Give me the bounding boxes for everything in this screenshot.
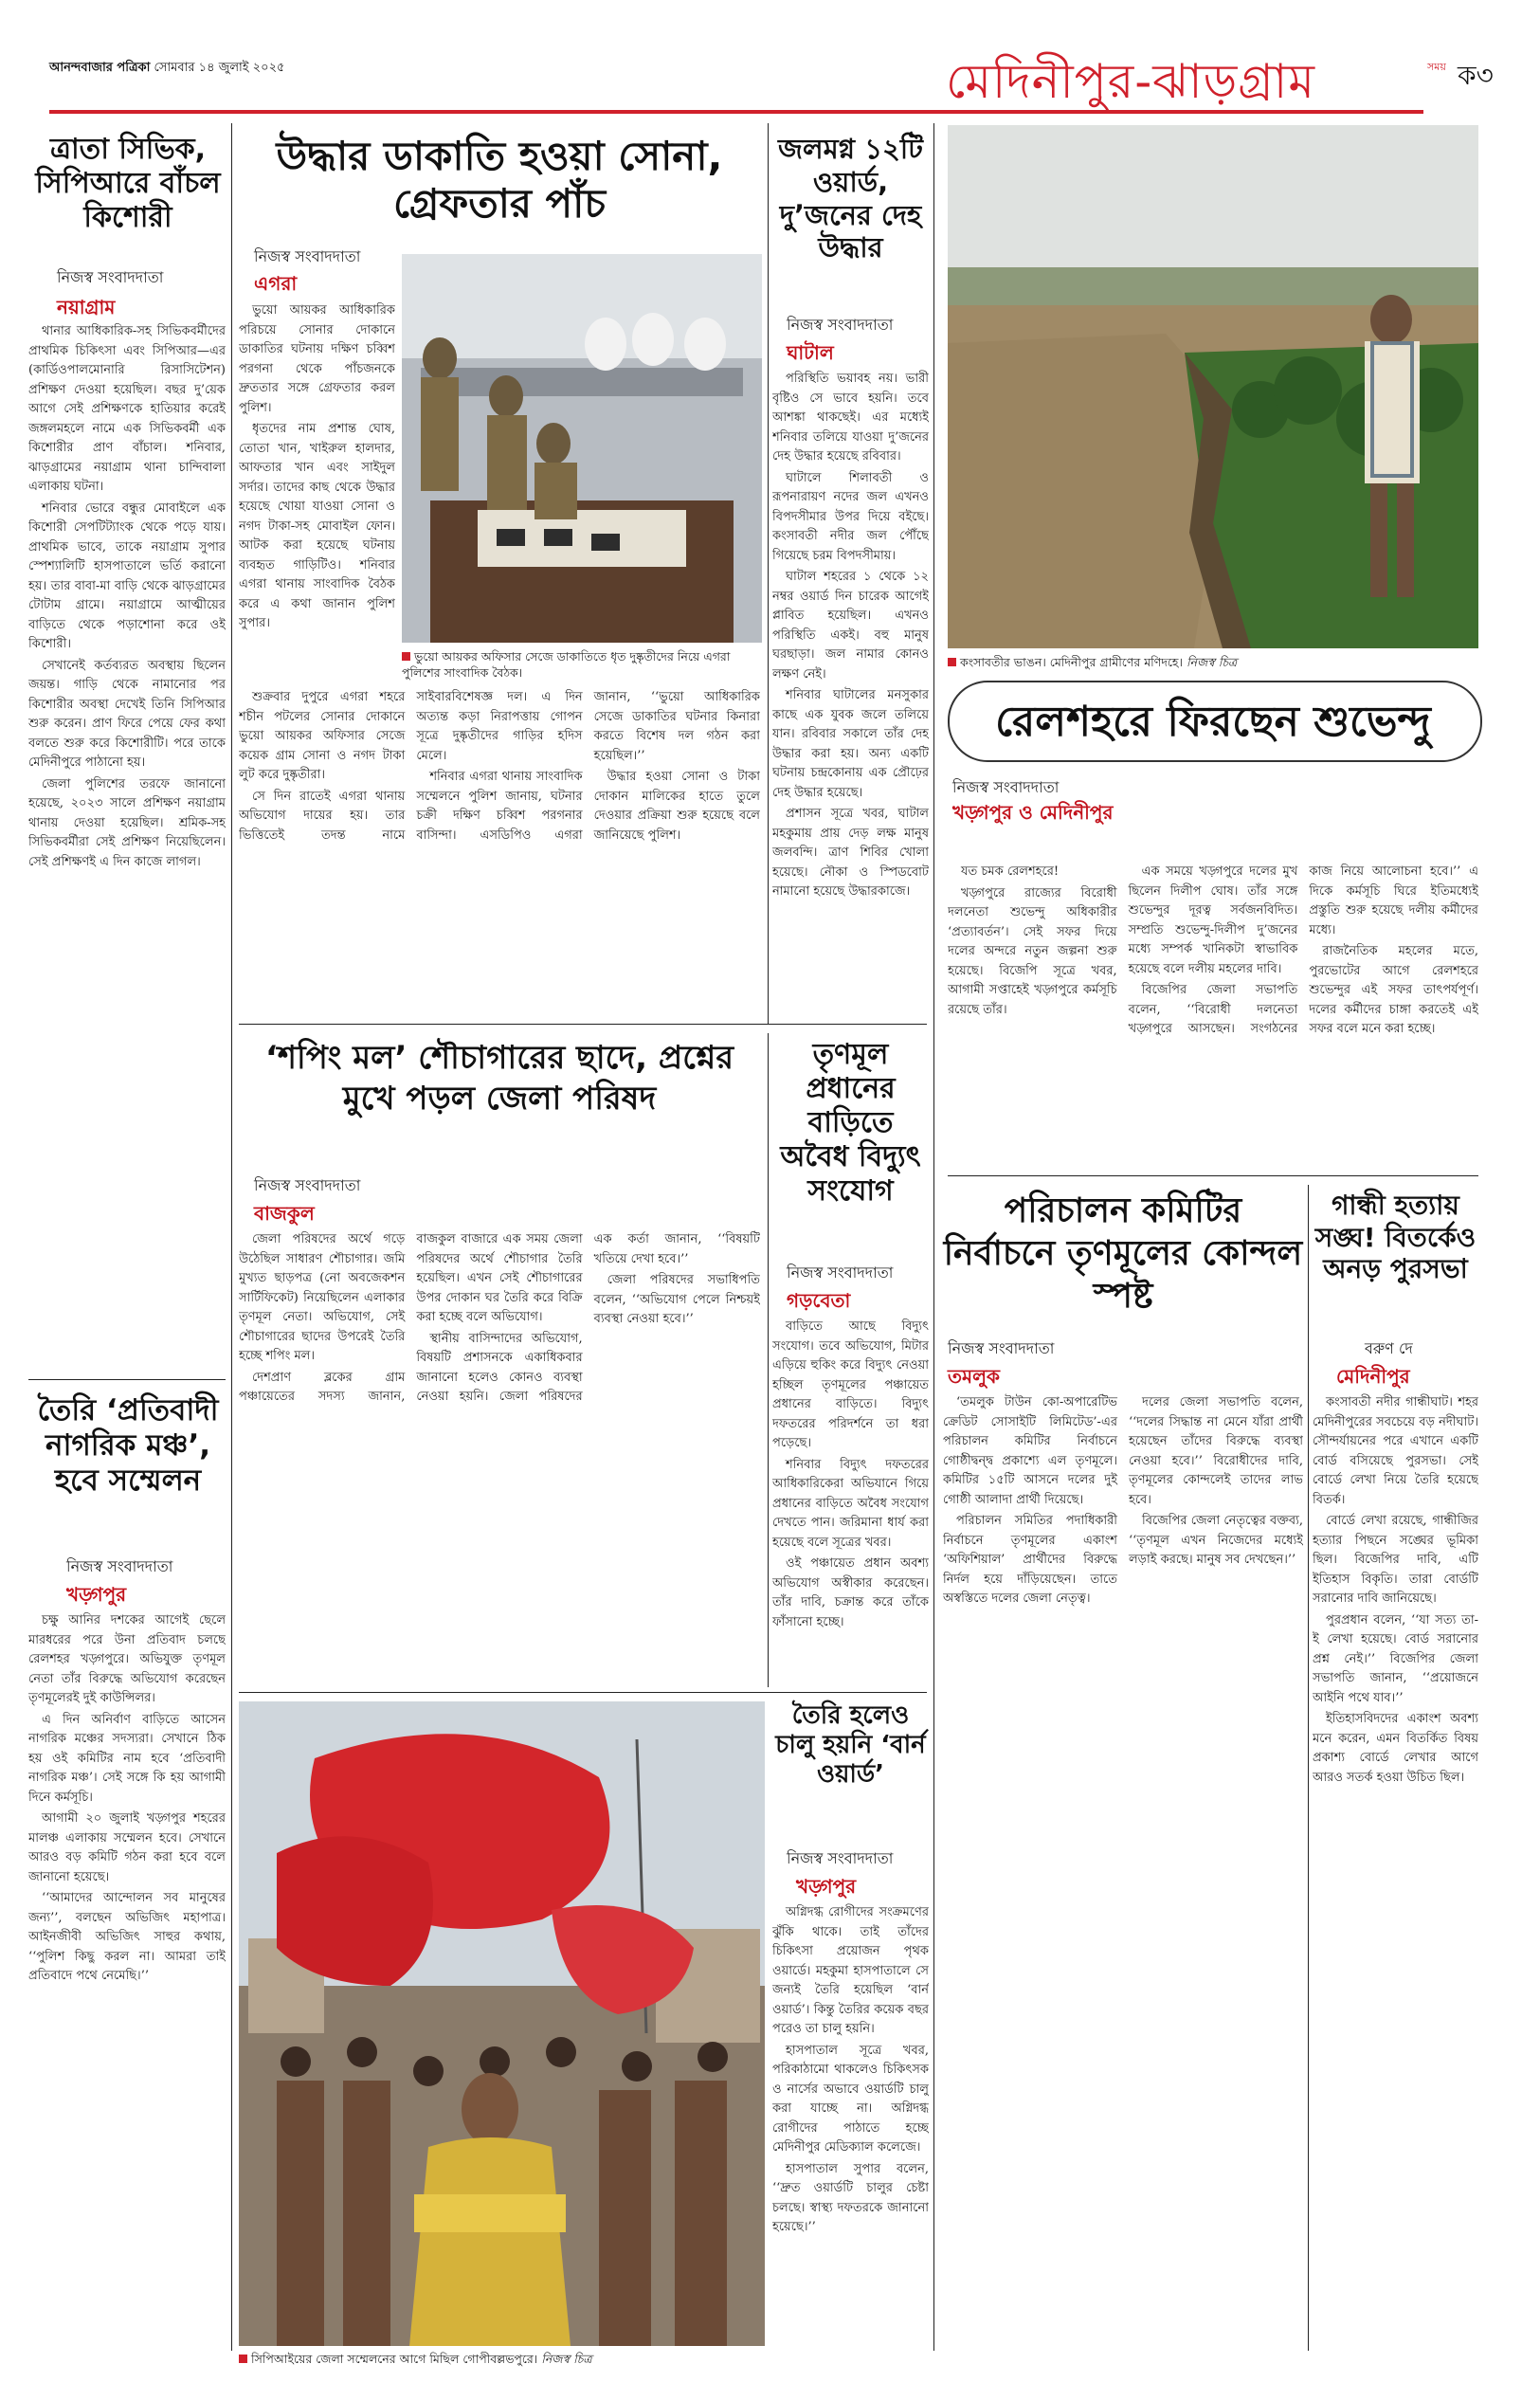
- article-intro: [239, 301, 395, 728]
- article-body: [772, 370, 929, 1014]
- column-rule: [933, 123, 934, 2351]
- paragraph: এ দিন অনির্বাণ বাড়িতে আসেন নাগরিক মঞ্চের সদস্যরা। সেখানে ঠিক হয় ওই কমিটির নাম হবে ‘প্রতিবাদী নাগরিক মঞ্চ’। সেই সঙ্গে কি হয় আগামী দিনে কর্মসূচি।: [28, 1712, 226, 1805]
- paragraph: হাসপাতাল সুপার বলেন, ‘‘দ্রুত ওয়ার্ডটি চালুর চেষ্টা চলছে। স্বাস্থ্য দফতরকে জানানো হয়েছে।’’: [772, 2161, 929, 2234]
- paragraph: বিজেপির জেলা সভাপতি বলেন, ‘‘বিরোধী দলনেতা খড়্গপুরে আসছেন। সংগঠনের কাজ নিয়ে আলোচনা হবে।’’ এ দিকে কর্মসূচি ঘিরে ইতিমধ্যেই প্রস্তুতি শুরু হয়েছে দলীয় কর্মীদের মধ্যে।: [1128, 864, 1478, 1036]
- dateline-place: খড়্গপুর ও মেদিনীপুর: [952, 801, 1114, 824]
- byline: বরুণ দে: [1365, 1339, 1413, 1357]
- paragraph: বাড়িতে আছে বিদ্যুৎ সংযোগ। তবে অভিযোগ, মিটার এড়িয়ে হুকিং করে বিদ্যুৎ নেওয়া হচ্ছিল তৃণমূলের পঞ্চায়েত প্রধানের বাড়িতে। বিদ্যুৎ দফতরের পরিদর্শনে তা ধরা পড়েছে।: [772, 1319, 929, 1450]
- article-body: [28, 1611, 226, 2360]
- dateline-place: তমলুক: [948, 1365, 1001, 1388]
- paragraph: জেলা পরিষদের সভাধিপতি বলেন, ‘‘অভিযোগ পেলে নিশ্চয়ই ব্যবস্থা নেওয়া হবে।’’: [593, 1273, 760, 1326]
- byline: নিজস্ব সংবাদদাতা: [254, 247, 361, 265]
- byline: নিজস্ব সংবাদদাতা: [948, 1339, 1055, 1357]
- paragraph: শনিবার এগরা থানায় সাংবাদিক সম্মেলনে পুলিশ জানায়, ঘটনার চক্রী দক্ষিণ চব্বিশ পরগনার বাসিন্দা। এসডিপিও এগরা জানান, ‘‘ভুয়ো আধিকারিক সেজে ডাকাতির ঘটনার কিনারা করতে বিশেষ দল গঠন করা হয়েছিল।’’: [416, 690, 760, 843]
- paragraph: রাজনৈতিক মহলের মতে, পুরভোটের আগে রেলশহরে শুভেন্দুর এই সফর তাৎপর্যপূর্ণ। দলের কর্মীদের চাঙ্গা করতেই এই সফর বলে মনে করা হচ্ছে।: [1309, 944, 1478, 1036]
- dateline-place: খড়্গপুর: [796, 1875, 857, 1898]
- paragraph: বিজেপির জেলা নেতৃত্বের বক্তব্য, ‘‘তৃণমূল এখন নিজেদের মধ্যেই লড়াই করছে। মানুষ সব দেখছেন।’’: [1129, 1514, 1303, 1567]
- dateline-place: বাজকুল: [254, 1202, 315, 1225]
- dateline-place: নয়াগ্রাম: [57, 296, 116, 318]
- river-erosion-photo: [948, 125, 1478, 648]
- paragraph: পুরপ্রধান বলেন, ‘‘যা সত্য তা-ই লেখা হয়েছে। বোর্ড সরানোর প্রশ্ন নেই।’’ বিজেপির জেলা সভাপতি জানান, ‘‘প্রয়োজনে আইনি পথে যাব।’’: [1313, 1612, 1478, 1705]
- paragraph: ভুয়ো আয়কর আধিকারিক পরিচয়ে সোনার দোকানে ডাকাতির ঘটনায় দক্ষিণ চব্বিশ পরগনা থেকে পাঁচজনকে দ্রুততার সঙ্গে গ্রেফতার করল পুলিশ।: [239, 303, 395, 415]
- paragraph: খড়্গপুরে রাজ্যের বিরোধী দলনেতা শুভেন্দু অধিকারীর ‘প্রত্যাবর্তন’। সেই সফর দিয়ে দলের অন্দরে নতুন জল্পনা শুরু হয়েছে। বিজেপি সূত্রে খবর, আগামী সপ্তাহেই খড়্গপুরে কর্মসূচি রয়েছে তাঁর।: [948, 885, 1117, 1017]
- paragraph: চক্ষু আনির দশকের আগেই ছেলে মারধরের পরে উনা প্রতিবাদ চলছে রেলশহর খড়্গপুরে। অভিযুক্ত তৃণমূল নেতা তাঁর বিরুদ্ধে অভিযোগ করেছেন তৃণমূলেরই দুই কাউন্সিলর।: [28, 1613, 226, 1705]
- column-rule: [1308, 1185, 1309, 2351]
- section-rule: [239, 1024, 927, 1025]
- section-rule: [28, 1379, 226, 1380]
- headline: ‘শপিং মল’ শৌচাগারের ছাদে, প্রশ্নের মুখে পড়ল জেলা পরিষদ: [264, 1039, 734, 1118]
- photo-caption: [402, 648, 760, 681]
- issue-date: সোমবার ১৪ জুলাই ২০২৫: [154, 61, 285, 75]
- dateline-place: ঘাটাল: [787, 341, 834, 364]
- paragraph: বোর্ডে লেখা রয়েছে, গান্ধীজির হত্যার পিছনে সঙ্ঘের ভূমিকা ছিল। বিজেপির দাবি, এটি ইতিহাস বিকৃতি। তারা বোর্ডটি সরানোর দাবি জানিয়েছে।: [1313, 1514, 1478, 1606]
- caption-marker-icon: [948, 658, 956, 666]
- masthead-right: [946, 49, 1514, 114]
- article-body: [1313, 1393, 1478, 2358]
- byline: নিজস্ব সংবাদদাতা: [57, 268, 164, 286]
- caption-text: সিপিআইয়ের জেলা সম্মেলনের আগে মিছিল গোপীবল্লভপুরে।: [251, 2352, 538, 2366]
- paragraph: ইতিহাসবিদদের একাংশ অবশ্য মনে করেন, এমন বিতর্কিত বিষয় প্রকাশ্য বোর্ডে লেখার আগে আরও সতর্ক হওয়া উচিত ছিল।: [1313, 1712, 1478, 1785]
- photo-caption: [239, 2351, 765, 2367]
- article-body: [948, 863, 1478, 1166]
- headline: তৈরি ‘প্রতিবাদী নাগরিক মঞ্চ’, হবে সম্মেলন: [37, 1393, 219, 1499]
- headline: ত্রাতা সিভিক, সিপিআরে বাঁচল কিশোরী: [35, 133, 221, 234]
- paragraph: সে দিন রাতেই এগরা থানায় অভিযোগ দায়ের হয়। তার ভিত্তিতেই তদন্ত নামে সাইবারবিশেষজ্ঞ দল। এ দিন অত্যন্ত কড়া নিরাপত্তায় গোপন সূত্রে দুষ্কৃতীদের গাড়ির হদিস মেলে।: [239, 690, 583, 843]
- byline: নিজস্ব সংবাদদাতা: [787, 1264, 894, 1282]
- paragraph: ধৃতদের নাম প্রশান্ত ঘোষ, তোতা খান, খাইরুল হালদার, আফতার খান এবং সাইদুল সর্দার। তাদের কাছ থেকে উদ্ধার হয়েছে খোয়া যাওয়া সোনা ও নগদ টাকা-সহ মোবাইল ফোন। আটক করা হয়েছে ঘটনায় ব্যবহৃত গাড়িটিও। শনিবার এগরা থানায় সাংবাদিক বৈঠক করে এ কথা জানান পুলিশ সুপার।: [239, 422, 395, 630]
- article-body: [943, 1393, 1303, 2358]
- article-body: [772, 1318, 929, 1682]
- paragraph: শনিবার ঘাটালের মনসুকার কাছে এক যুবক জলে তলিয়ে যান। রবিবার সকালে তাঁর দেহ উদ্ধার করা হয়। অন্য একটি ঘটনায় চন্দ্রকোনায় এক প্রৌঢ়ের দেহ উদ্ধার হয়েছে।: [772, 688, 929, 800]
- dateline-place: গড়বেতা: [787, 1289, 851, 1312]
- paragraph: সেখানেই কর্তব্যরত অবস্থায় ছিলেন জয়ন্ত। গাড়ি থেকে নামানোর পর কিশোরীর অবস্থা দেখেই তিনি সিপিআর শুরু করেন। প্রাণ ফিরে পেয়ে ফের কথা বলতে শুরু করে কিশোরীটি। পরে তাকে মেদিনীপুরে পাঠানো হয়।: [28, 658, 226, 770]
- section-rule: [948, 1175, 1478, 1176]
- photo-caption: [948, 654, 1478, 670]
- headline: গান্ধী হত্যায় সঙ্ঘ! বিতর্কেও অনড় পুরসভা: [1314, 1190, 1477, 1285]
- paragraph: অগ্নিদগ্ধ রোগীদের সংক্রমণের ঝুঁকি থাকে। তাই তাঁদের চিকিৎসা প্রয়োজন পৃথক ওয়ার্ডে। মহকুমা হাসপাতালে সে জন্যই তৈরি হয়েছিল ‘বার্ন ওয়ার্ড’। কিন্তু তৈরির কয়েক বছর পরেও তা চালু হয়নি।: [772, 1905, 929, 2036]
- byline: নিজস্ব সংবাদদাতা: [787, 1849, 894, 1867]
- paragraph: কংসাবতী নদীর গান্ধীঘাট। শহর মেদিনীপুরের সবচেয়ে বড় নদীঘাট। সৌন্দর্যায়নের পরে এখানে একটি বোর্ড বসিয়েছে পুরসভা। সেই বোর্ডে লেখা নিয়ে তৈরি হয়েছে বিতর্ক।: [1313, 1395, 1478, 1507]
- paragraph: শুক্রবার দুপুরে এগরা শহরে শচীন পটলের সোনার দোকানে ভুয়ো আয়কর অফিসার সেজে কয়েক গ্রাম সোনা ও নগদ টাকা লুট করে দুষ্কৃতীরা।: [239, 690, 406, 782]
- headline: জলমগ্ন ১২টি ওয়ার্ড, দু’জনের দেহ উদ্ধার: [778, 133, 923, 264]
- paragraph: আগামী ২০ জুলাই খড়্গপুর শহরের মালঞ্চ এলাকায় সম্মেলন হবে। সেখানে আরও বড় কমিটি গঠন করা হবে বলে জানানো হয়েছে।: [28, 1811, 226, 1884]
- headline: রেলশহরে ফিরছেন শুভেন্দু: [995, 698, 1431, 746]
- paragraph: দেশপ্রাণ ব্লকের গ্রাম পঞ্চায়েতের সদস্য জানান, বাজকুল বাজারে এক সময় জেলা পরিষদের অর্থে শৌচাগার তৈরি হয়েছিল। এখন সেই শৌচাগারের উপর দোকান ঘর তৈরি করে বিক্রি করা হচ্ছে বলে অভিযোগ।: [239, 1232, 583, 1404]
- paragraph: শনিবার বিদ্যুৎ দফতরের আধিকারিকেরা অভিযানে গিয়ে প্রধানের বাড়িতে অবৈধ সংযোগ দেখতে পান। জরিমানা ধার্য করা হয়েছে বলে সূত্রের খবর।: [772, 1457, 929, 1550]
- press-meet-photo: [402, 254, 762, 643]
- dateline-place: এগরা: [254, 272, 298, 295]
- paragraph: থানার আধিকারিক-সহ সিভিকবর্মীদের প্রাথমিক চিকিৎসা এবং সিপিআর—এর (কার্ডিওপালমোনারি রিসাসিটেশন) প্রশিক্ষণ দেওয়া হয়েছিল। বছর দু’য়েক আগে সেই প্রশিক্ষণকে হাতিয়ার করেই জঙ্গলমহলে নামে এক সিভিকবর্মী এক কিশোরীর প্রাণ বাঁচাল। শনিবার, ঝাড়গ্রামের নয়াগ্রাম থানা চান্দিবালা এলাকায় ঘটনা।: [28, 324, 226, 494]
- paragraph: জেলা পুলিশের তরফে জানানো হয়েছে, ২০২৩ সালে প্রশিক্ষণ নয়াগ্রাম থানায় দেওয়া হয়েছিল। শ্রমিক-সহ সিভিকবর্মীরা সেই প্রশিক্ষণ নিয়েছিলেন। সেই প্রশিক্ষণই এ দিন কাজে লাগল।: [28, 776, 226, 869]
- dateline-place: মেদিনীপুর: [1336, 1365, 1410, 1388]
- byline: নিজস্ব সংবাদদাতা: [254, 1176, 361, 1194]
- paragraph: হাসপাতাল সূত্রে খবর, পরিকাঠামো থাকলেও চিকিৎসক ও নার্সের অভাবে ওয়ার্ডটি চালু করা যাচ্ছে না। অগ্নিদগ্ধ রোগীদের পাঠাতে হচ্ছে মেদিনীপুর মেডিক্যাল কলেজে।: [772, 2043, 929, 2155]
- paragraph: ‘‘আমাদের আন্দোলন সব মানুষের জন্য’’, বলছেন অভিজিৎ মহাপাত্র। আইনজীবী অভিজিৎ সাহুর কথায়, ‘‘পুলিশ কিছু করল না। আমরা তাই প্রতিবাদে পথে নেমেছি।’’: [28, 1891, 226, 1983]
- caption-text: কংসাবতীর ভাঙন। মেদিনীপুর গ্রামীণের মণিদহে।: [960, 655, 1183, 669]
- photo-credit: নিজস্ব চিত্র: [541, 2352, 592, 2366]
- article-body: [28, 322, 226, 1370]
- paragraph: পরিচালন সমিতির পদাধিকারী নির্বাচনে তৃণমূলের একাংশ ‘অফিশিয়াল’ প্রার্থীদের বিরুদ্ধে নির্দল হয়ে দাঁড়িয়েছেন। তাতে অস্বস্তিতে দলের জেলা নেতৃত্ব।: [943, 1514, 1117, 1606]
- rally-photo: [239, 1701, 765, 2346]
- article-body: [239, 1230, 760, 1685]
- article-body: [772, 1903, 929, 2360]
- masthead-left: [49, 59, 284, 79]
- paragraph: জেলা পরিষদের অর্থে গড়ে উঠেছিল সাধারণ শৌচাগার। জমি মুখ্যত ছাড়পত্র (নো অবজেকশন সার্টিফিকেট) নিয়েছিলেন এলাকার তৃণমূল নেতা। অভিযোগ, সেই শৌচাগারের ছাদের উপরেই তৈরি হচ্ছে শপিং মল।: [239, 1232, 406, 1363]
- headline: পরিচালন কমিটির নির্বাচনে তৃণমূলের কোন্দল স্পষ্ট: [943, 1191, 1303, 1316]
- headline: তৃণমূল প্রধানের বাড়িতে অবৈধ বিদ্যুৎ সংযোগ: [780, 1038, 921, 1208]
- paragraph: ঘাটালে শিলাবতী ও রূপনারায়ণ নদের জল এখনও বিপদসীমার উপর দিয়ে বইছে। কংসাবতী নদীর জল পৌঁছে গিয়েছে চরম বিপদসীমায়।: [772, 470, 929, 563]
- masthead-rule: [49, 110, 1423, 114]
- dateline-place: খড়্গপুর: [66, 1583, 127, 1606]
- byline: নিজস্ব সংবাদদাতা: [787, 316, 894, 334]
- paragraph: প্রশাসন সূত্রে খবর, ঘাটাল মহকুমায় প্রায় দেড় লক্ষ মানুষ জলবন্দি। ত্রাণ শিবির খোলা হয়েছে। নৌকা ও স্পিডবোট নামানো হয়েছে উদ্ধারকাজে।: [772, 807, 929, 899]
- paper-name: আনন্দবাজার পত্রিকা: [49, 61, 151, 75]
- paragraph: দলের জেলা সভাপতি বলেন, ‘‘দলের সিদ্ধান্ত না মেনে যাঁরা প্রার্থী হয়েছেন তাঁদের বিরুদ্ধে ব্যবস্থা নেওয়া হবে।’’ বিরোধীদের দাবি, তৃণমূলের কোন্দলেই তাদের লাভ হবে।: [1129, 1395, 1303, 1507]
- article-body: [239, 688, 760, 1015]
- paragraph: এক সময়ে খড়্গপুরে দলের মুখ ছিলেন দিলীপ ঘোষ। তাঁর সঙ্গে শুভেন্দুর দূরত্ব সর্বজনবিদিত। সম্প্রতি শুভেন্দু-দিলীপ দু’জনের মধ্যে সম্পর্ক খানিকটা স্বাভাবিক হয়েছে বলে দলীয় মহলের দাবি।: [1128, 864, 1298, 976]
- byline: নিজস্ব সংবাদদাতা: [66, 1557, 173, 1575]
- paragraph: ওই পঞ্চায়েত প্রধান অবশ্য অভিযোগ অস্বীকার করেছেন। তাঁর দাবি, চক্রান্ত করে তাঁকে ফাঁসানো হচ্ছে।: [772, 1556, 929, 1629]
- page-number: ক৩: [1458, 60, 1494, 91]
- paragraph: পরিস্থিতি ভয়াবহ নয়। ভারী বৃষ্টিও সে ভাবে হয়নি। তবে আশঙ্কা থাকছেই। এর মধ্যেই শনিবার তলিয়ে যাওয়া দু’জনের দেহ উদ্ধার হয়েছে রবিবার।: [772, 372, 929, 464]
- paragraph: শনিবার ভোরে বন্ধুর মোবাইলে এক কিশোরী সেপটিট্যাংক থেকে পড়ে যায়। প্রাথমিক ভাবে, তাকে নয়াগ্রাম সুপার স্পেশ্যালিটি হাসপাতালে ভর্তি করানো হয়। তার বাবা-মা বাড়ি থেকে ঝাড়গ্রামের টোটাম গ্রামে। নয়াগ্রামে আত্মীয়ের বাড়িতে থেকে পড়াশোনা করে ওই কিশোরী।: [28, 500, 226, 651]
- paragraph: ঘাটাল শহরের ১ থেকে ১২ নম্বর ওয়ার্ড দিন চারেক আগেই প্লাবিত হয়েছিল। এখনও পরিস্থিতি একই। বহু মানুষ ঘরছাড়া। জল নামার কোনও লক্ষণ নেই।: [772, 570, 929, 682]
- section-side-label: সময়: [1427, 61, 1446, 73]
- byline: নিজস্ব সংবাদদাতা: [952, 778, 1060, 796]
- caption-text: ভুয়ো আয়কর অফিসার সেজে ডাকাতিতে ধৃত দুষ্কৃতীদের নিয়ে এগরা পুলিশের সাংবাদিক বৈঠক।: [402, 649, 731, 680]
- column-rule: [768, 1033, 769, 1687]
- headline: তৈরি হলেও চালু হয়নি ‘বার্ন ওয়ার্ড’: [775, 1701, 926, 1790]
- column-rule: [768, 123, 769, 1024]
- paragraph: স্থানীয় বাসিন্দাদের অভিযোগ, বিষয়টি প্রশাসনকে একাধিকবার জানানো হলেও কোনও ব্যবস্থা নেওয়া হয়নি। জেলা পরিষদের এক কর্তা জানান, ‘‘বিষয়টি খতিয়ে দেখা হবে।’’: [416, 1232, 760, 1404]
- headline: উদ্ধার ডাকাতি হওয়া সোনা, গ্রেফতার পাঁচ: [276, 133, 723, 227]
- paragraph: যত চমক রেলশহরে!: [961, 864, 1060, 879]
- caption-marker-icon: [239, 2355, 247, 2363]
- section-title: মেদিনীপুর-ঝাড়গ্রাম: [946, 54, 1316, 109]
- column-rule: [231, 123, 232, 2351]
- caption-marker-icon: [402, 652, 410, 661]
- paragraph: উদ্ধার হওয়া সোনা ও টাকা দোকান মালিকের হাতে তুলে দেওয়ার প্রক্রিয়া শুরু হয়েছে বলে জানিয়েছে পুলিশ।: [593, 770, 760, 843]
- section-rule: [239, 1692, 927, 1693]
- photo-credit: নিজস্ব চিত্র: [1186, 655, 1238, 669]
- paragraph: ‘তমলুক টাউন কো-অপারেটিভ ক্রেডিট সোসাইটি লিমিটেড’-এর পরিচালন কমিটির নির্বাচনে গোষ্ঠীদ্বন্দ্ব প্রকাশ্যে এল তৃণমূলে। কমিটির ১৫টি আসনে দলের দুই গোষ্ঠী আলাদা প্রার্থী দিয়েছে।: [943, 1395, 1117, 1507]
